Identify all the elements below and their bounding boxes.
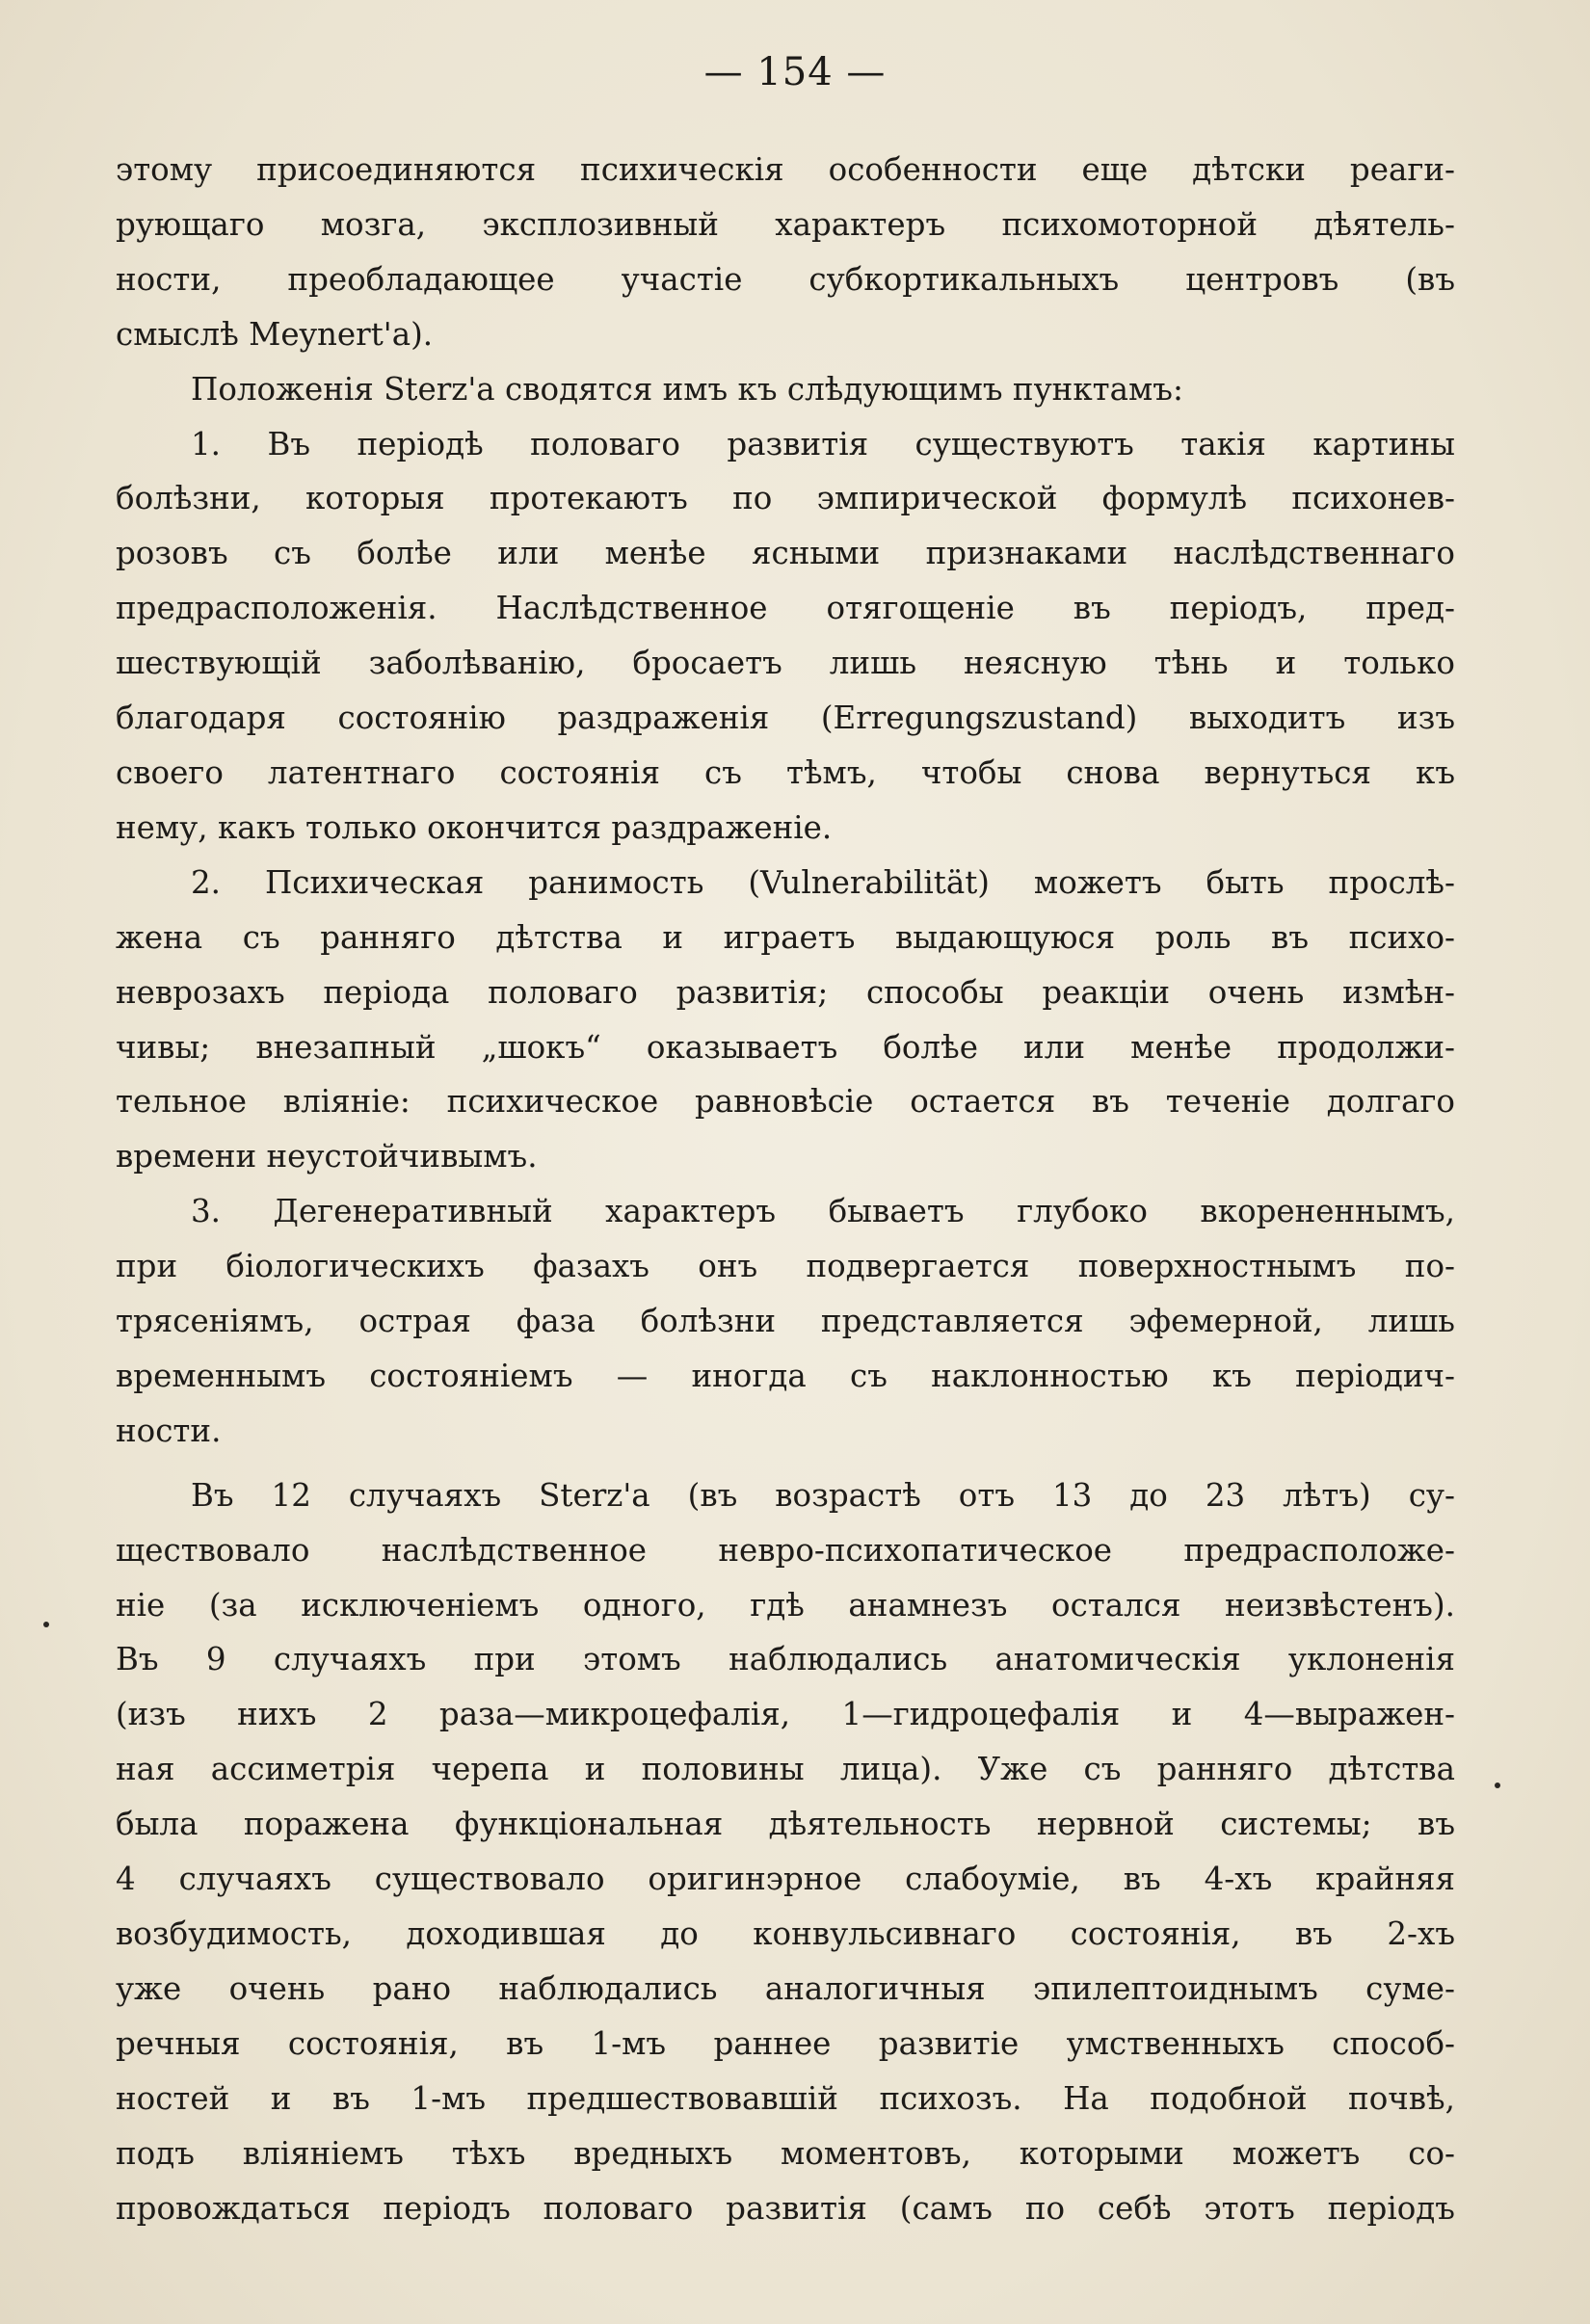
ink-speck bbox=[43, 1622, 49, 1627]
text-line: болѣзни, которыя протекаютъ по эмпирической формулѣ психонев- bbox=[116, 480, 1455, 517]
text-line: тельное вліяніе: психическое равновѣсіе остается въ теченіе долгаго bbox=[116, 1083, 1455, 1121]
text-line: возбудимость, доходившая до конвульсивнаго состоянія, въ 2-хъ bbox=[116, 1915, 1455, 1952]
ink-speck bbox=[1495, 1783, 1500, 1788]
text-line: речныя состоянія, въ 1-мъ раннее развитіе умственныхъ способ- bbox=[116, 2024, 1455, 2062]
text-line: ніе (за исключеніемъ одного, гдѣ анамнезъ остался неизвѣстенъ). bbox=[116, 1586, 1455, 1624]
text-line: своего латентнаго состоянія съ тѣмъ, чтобы снова вернуться къ bbox=[116, 753, 1455, 791]
text-line: провождаться періодъ половаго развитія (самъ по себѣ этотъ періодъ bbox=[116, 2189, 1455, 2227]
text-line: рующаго мозга, эксплозивный характеръ психомоторной дѣятель- bbox=[116, 205, 1455, 243]
text-line: была поражена функціональная дѣятельность нервной системы; въ bbox=[116, 1806, 1455, 1843]
text-line: 4 случаяхъ существовало оригинэрное слабоуміе, въ 4-хъ крайняя bbox=[116, 1861, 1455, 1898]
text-line: предрасположенія. Наслѣдственное отягощеніе въ періодъ, пред- bbox=[116, 590, 1455, 627]
text-line: ностей и въ 1-мъ предшествовавшій психозъ. На подобной почвѣ, bbox=[116, 2079, 1455, 2117]
page-number: — 154 — bbox=[703, 50, 887, 94]
text-line: ществовало наслѣдственное невро-психопатическое предрасположе- bbox=[116, 1531, 1455, 1569]
text-line: времени неустойчивымъ. bbox=[116, 1138, 538, 1175]
text-line: неврозахъ періода половаго развитія; способы реакціи очень измѣн- bbox=[116, 973, 1455, 1011]
text-line: уже очень рано наблюдались аналогичныя эпилептоиднымъ суме- bbox=[116, 1969, 1455, 2007]
text-line: нему, какъ только окончится раздраженіе. bbox=[116, 808, 833, 846]
text-line: смыслѣ Meynert'a). bbox=[116, 315, 434, 353]
text-line: подъ вліяніемъ тѣхъ вредныхъ моментовъ, которыми можетъ со- bbox=[116, 2134, 1455, 2172]
body-text bbox=[116, 143, 1455, 2235]
text-line: розовъ съ болѣе или менѣе ясными признаками наслѣдственнаго bbox=[116, 535, 1455, 572]
text-line: при біологическихъ фазахъ онъ подвергается поверхностнымъ по- bbox=[116, 1248, 1455, 1285]
text-line: ная ассиметрія черепа и половины лица). Уже съ ранняго дѣтства bbox=[116, 1751, 1455, 1788]
text-line: (изъ нихъ 2 раза—микроцефалія, 1—гидроцефалія и 4—выражен- bbox=[116, 1696, 1455, 1733]
text-line: 2. Психическая ранимость (Vulnerabilität) можетъ быть прослѣ- bbox=[191, 863, 1455, 901]
text-line: временнымъ состояніемъ — иногда съ наклонностью къ періодич- bbox=[116, 1357, 1455, 1394]
text-line: этому присоединяются психическія особенности еще дѣтски реаги- bbox=[116, 151, 1455, 188]
text-line: жена съ ранняго дѣтства и играетъ выдающуюся роль въ психо- bbox=[116, 918, 1455, 956]
text-line: шествующій заболѣванію, бросаетъ лишь неясную тѣнь и только bbox=[116, 645, 1455, 682]
text-line: ности. bbox=[116, 1412, 222, 1449]
text-line: Положенія Sterz'a сводятся имъ къ слѣдующимъ пунктамъ: bbox=[191, 370, 1183, 408]
text-line: 1. Въ періодѣ половаго развитія существуютъ такія картины bbox=[191, 425, 1455, 462]
text-line: 3. Дегенеративный характеръ бываетъ глубоко вкорененнымъ, bbox=[191, 1193, 1455, 1230]
text-line: чивы; внезапный „шокъ“ оказываетъ болѣе или менѣе продолжи- bbox=[116, 1028, 1455, 1066]
text-line: Въ 9 случаяхъ при этомъ наблюдались анатомическія уклоненія bbox=[116, 1641, 1455, 1678]
text-line: благодаря состоянію раздраженія (Erregungszustand) выходитъ изъ bbox=[116, 700, 1455, 737]
text-line: ности, преобладающее участіе субкортикальныхъ центровъ (въ bbox=[116, 260, 1455, 298]
text-line: трясеніямъ, острая фаза болѣзни представляется эфемерной, лишь bbox=[116, 1303, 1455, 1340]
text-line: Въ 12 случаяхъ Sterz'a (въ возрастѣ отъ 13 до 23 лѣтъ) су- bbox=[191, 1476, 1455, 1514]
